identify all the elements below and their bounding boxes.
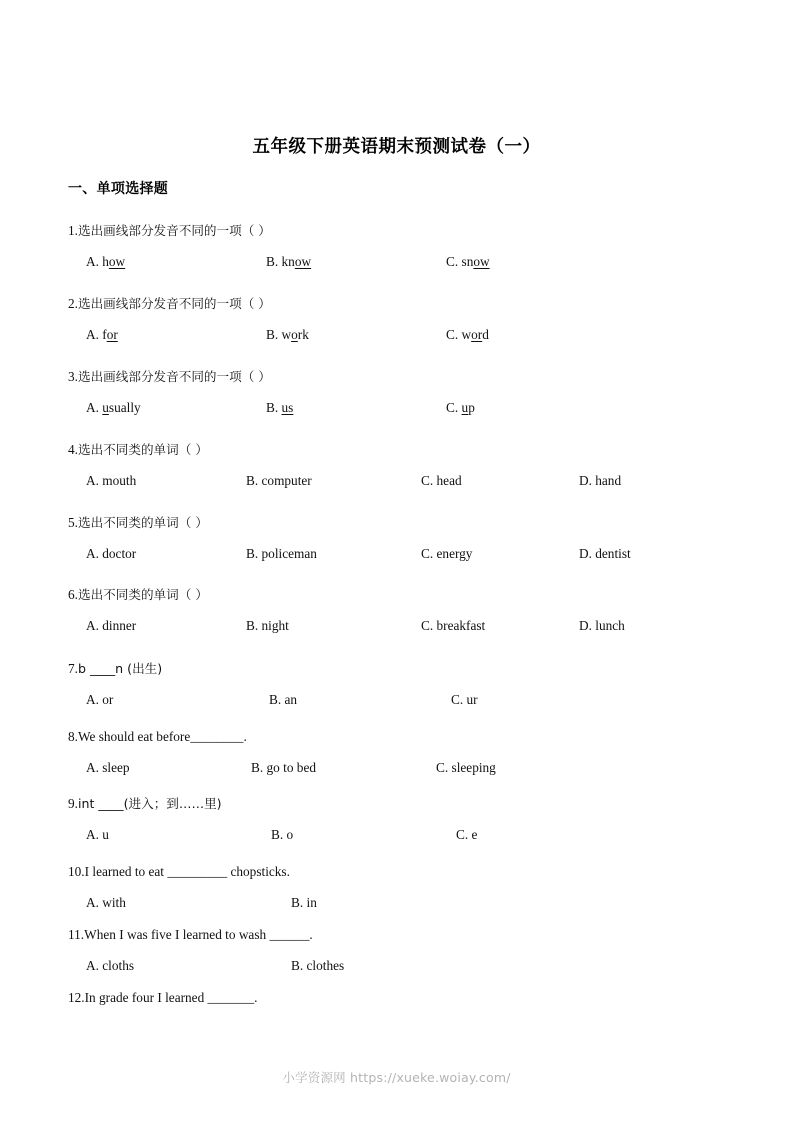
- option-A[interactable]: [86, 546, 136, 562]
- option-label: C. ur: [451, 692, 478, 708]
- question-text: b ____n (出生): [77, 661, 163, 676]
- question-8-options: [68, 760, 768, 782]
- question-5: [68, 513, 768, 568]
- option-label: B. w: [266, 327, 292, 343]
- question-1-options: [68, 254, 768, 276]
- option-label: A. doctor: [86, 546, 137, 562]
- question-2-stem: [68, 294, 768, 313]
- option-A[interactable]: [86, 958, 134, 974]
- option-label: A.: [86, 400, 103, 416]
- question-text: 选出画线部分发音不同的一项（ ）: [77, 223, 271, 238]
- question-7: [68, 659, 768, 714]
- option-label: C. sleeping: [436, 760, 496, 776]
- option-C[interactable]: [446, 400, 475, 416]
- question-10: [68, 862, 768, 917]
- option-suffix: sually: [108, 400, 141, 416]
- option-label: B.: [266, 400, 282, 416]
- section-heading-multiple-choice: 一、单项选择题: [68, 181, 169, 197]
- question-text: I learned to eat _________ chopsticks.: [84, 864, 290, 879]
- option-D[interactable]: [579, 618, 625, 634]
- option-D[interactable]: [579, 473, 621, 489]
- page-title: 五年级下册英语期末预测试卷（一）: [252, 137, 541, 157]
- option-B[interactable]: [291, 958, 344, 974]
- question-text: 选出画线部分发音不同的一项（ ）: [77, 296, 271, 311]
- option-A[interactable]: [86, 618, 136, 634]
- option-A[interactable]: [86, 327, 118, 343]
- option-B[interactable]: [246, 473, 312, 489]
- option-underlined-part: us: [281, 400, 294, 416]
- option-underlined-part: or: [471, 327, 483, 343]
- option-A[interactable]: [86, 473, 136, 489]
- option-C[interactable]: [436, 760, 496, 776]
- option-label: B. computer: [246, 473, 312, 489]
- option-C[interactable]: [446, 327, 489, 343]
- option-label: B. go to bed: [251, 760, 317, 776]
- option-B[interactable]: [266, 400, 293, 416]
- question-number: 4.: [68, 442, 78, 457]
- option-label: C. e: [456, 827, 478, 843]
- question-3-options: [68, 400, 768, 422]
- question-number: 3.: [68, 369, 78, 384]
- option-label: C. head: [421, 473, 462, 489]
- question-10-stem: [68, 862, 768, 881]
- question-number: 6.: [68, 587, 78, 602]
- option-C[interactable]: [421, 546, 472, 562]
- question-11: [68, 925, 768, 980]
- question-11-stem: [68, 925, 768, 944]
- option-label: A. u: [86, 827, 109, 843]
- option-label: C. sn: [446, 254, 474, 270]
- option-A[interactable]: [86, 254, 125, 270]
- question-6-options: [68, 618, 768, 640]
- option-label: C. energy: [421, 546, 473, 562]
- question-3-stem: [68, 367, 768, 386]
- question-text: 选出不同类的单词（ ）: [77, 515, 208, 530]
- option-A[interactable]: [86, 692, 113, 708]
- option-suffix: p: [468, 400, 475, 416]
- question-8: [68, 727, 768, 782]
- question-number: 9.: [68, 796, 78, 811]
- question-number: 10.: [68, 864, 85, 879]
- option-suffix: rk: [297, 327, 309, 343]
- question-3: [68, 367, 768, 422]
- option-C[interactable]: [446, 254, 490, 270]
- question-4-options: [68, 473, 768, 495]
- option-label: A. cloths: [86, 958, 135, 974]
- question-9: [68, 794, 768, 849]
- footer-watermark: 小学资源网 https://xueke.woiay.com/: [282, 1070, 511, 1085]
- option-label: A. with: [86, 895, 126, 911]
- option-label: B. kn: [266, 254, 295, 270]
- option-label: B. o: [271, 827, 294, 843]
- question-12-stem: [68, 988, 768, 1007]
- option-label: A. or: [86, 692, 114, 708]
- option-label: C.: [446, 400, 462, 416]
- option-D[interactable]: [579, 546, 631, 562]
- option-underlined-part: o: [291, 327, 298, 343]
- option-underlined-part: ow: [473, 254, 490, 270]
- question-4: [68, 440, 768, 495]
- question-number: 1.: [68, 223, 78, 238]
- option-label: C. w: [446, 327, 472, 343]
- question-2: [68, 294, 768, 349]
- option-underlined-part: ow: [294, 254, 312, 270]
- option-B[interactable]: [266, 254, 311, 270]
- question-number: 12.: [68, 990, 85, 1005]
- question-number: 11.: [68, 927, 85, 942]
- option-underlined-part: u: [461, 400, 469, 416]
- option-C[interactable]: [421, 618, 485, 634]
- question-10-options: [68, 895, 768, 917]
- question-9-options: [68, 827, 768, 849]
- question-1-stem: [68, 221, 768, 240]
- option-label: B. policeman: [246, 546, 317, 562]
- option-label: D. hand: [579, 473, 622, 489]
- question-number: 7.: [68, 661, 78, 676]
- option-underlined-part: u: [102, 400, 109, 416]
- option-A[interactable]: [86, 827, 109, 843]
- option-B[interactable]: [246, 618, 289, 634]
- option-underlined-part: ow: [108, 254, 126, 270]
- option-A[interactable]: [86, 400, 141, 416]
- option-A[interactable]: [86, 895, 126, 911]
- question-number: 2.: [68, 296, 78, 311]
- question-text: 选出不同类的单词（ ）: [77, 587, 208, 602]
- option-label: A. mouth: [86, 473, 137, 489]
- question-12: [68, 988, 768, 1007]
- option-underlined-part: or: [106, 327, 118, 343]
- question-text: We should eat before________.: [77, 729, 247, 744]
- question-number: 5.: [68, 515, 78, 530]
- option-C[interactable]: [421, 473, 462, 489]
- option-label: A. dinner: [86, 618, 137, 634]
- question-6: [68, 585, 768, 640]
- option-B[interactable]: [269, 692, 297, 708]
- option-C[interactable]: [456, 827, 477, 843]
- option-label: A. sleep: [86, 760, 130, 776]
- option-C[interactable]: [451, 692, 478, 708]
- option-suffix: d: [482, 327, 489, 343]
- question-8-stem: [68, 727, 768, 746]
- option-B[interactable]: [291, 895, 317, 911]
- option-label: B. an: [269, 692, 298, 708]
- question-number: 8.: [68, 729, 78, 744]
- option-label: B. in: [291, 895, 317, 911]
- option-label: A. f: [86, 327, 107, 343]
- option-label: C. breakfast: [421, 618, 486, 634]
- question-4-stem: [68, 440, 768, 459]
- question-11-options: [68, 958, 768, 980]
- question-9-stem: [68, 794, 768, 813]
- option-label: D. lunch: [579, 618, 625, 634]
- question-1: [68, 221, 768, 276]
- option-B[interactable]: [266, 327, 309, 343]
- option-label: A. h: [86, 254, 109, 270]
- question-text: 选出画线部分发音不同的一项（ ）: [77, 369, 271, 384]
- question-text: 选出不同类的单词（ ）: [77, 442, 208, 457]
- question-7-stem: [68, 659, 768, 678]
- question-text: When I was five I learned to wash ______.: [84, 927, 313, 942]
- question-5-options: [68, 546, 768, 568]
- question-6-stem: [68, 585, 768, 604]
- question-text: In grade four I learned _______.: [84, 990, 258, 1005]
- option-B[interactable]: [271, 827, 293, 843]
- option-B[interactable]: [246, 546, 317, 562]
- question-text: int ____(进入；到……里): [77, 796, 222, 811]
- option-label: B. clothes: [291, 958, 345, 974]
- option-B[interactable]: [251, 760, 316, 776]
- question-7-options: [68, 692, 768, 714]
- question-5-stem: [68, 513, 768, 532]
- option-A[interactable]: [86, 760, 130, 776]
- question-2-options: [68, 327, 768, 349]
- option-label: B. night: [246, 618, 289, 634]
- option-label: D. dentist: [579, 546, 631, 562]
